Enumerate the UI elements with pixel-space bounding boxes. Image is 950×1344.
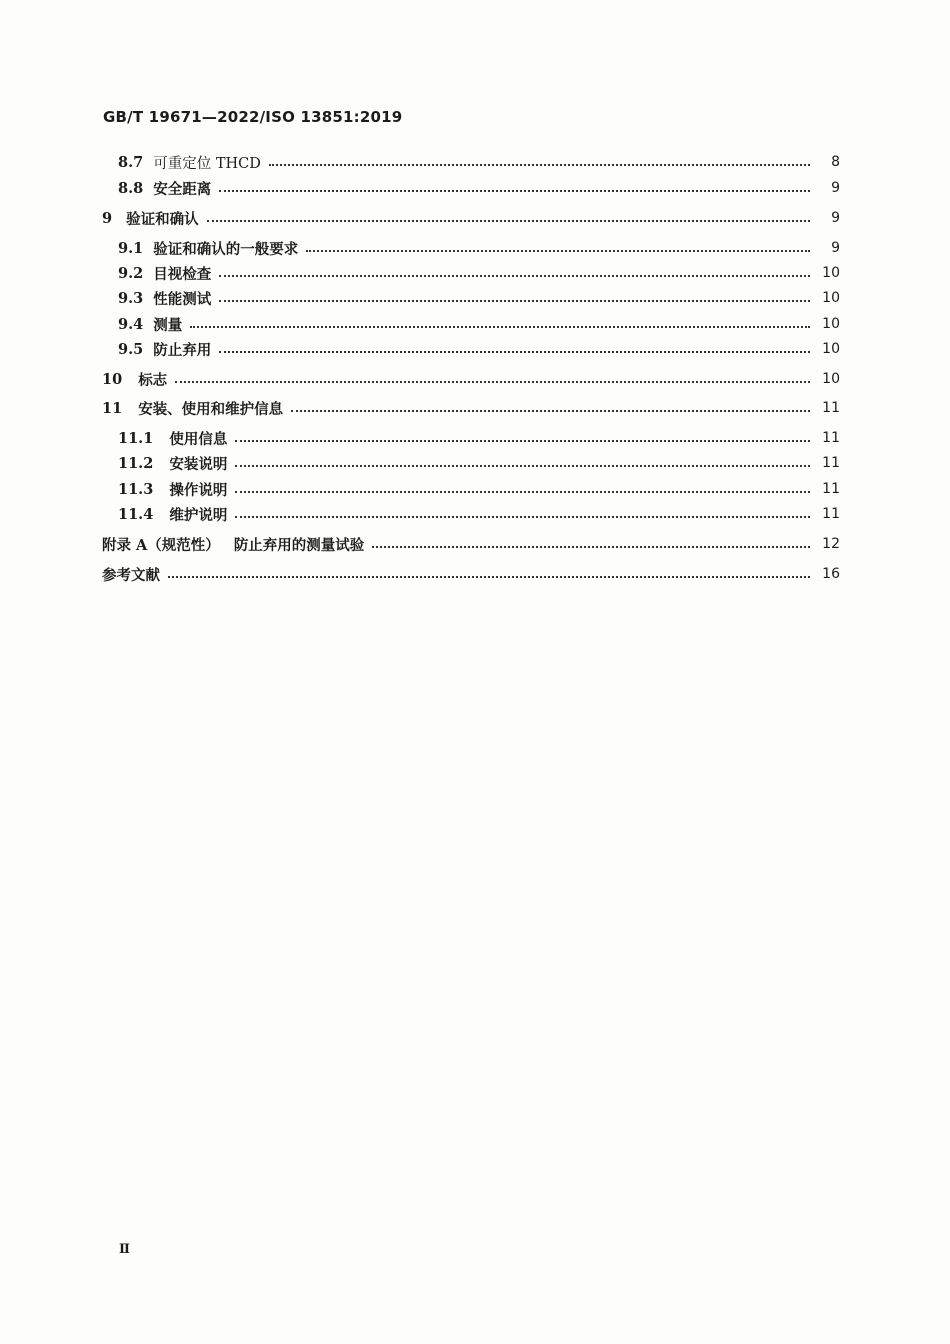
toc-title: 安装说明 bbox=[169, 455, 228, 473]
toc-title: 操作说明 bbox=[169, 481, 228, 499]
toc-title: 防止弃用 bbox=[153, 341, 212, 359]
toc-entry-11-3[interactable] bbox=[0, 478, 950, 500]
toc-number: 10 bbox=[102, 370, 123, 388]
toc-entry-9[interactable] bbox=[0, 207, 950, 229]
toc-number: 9.4 bbox=[118, 315, 144, 333]
toc-page: 12 bbox=[822, 536, 840, 552]
toc-leader bbox=[219, 188, 810, 192]
toc-entry-9-1[interactable] bbox=[0, 237, 950, 259]
toc-title: 参考文献 bbox=[102, 566, 160, 584]
toc-page: 11 bbox=[822, 430, 840, 446]
toc-leader bbox=[306, 248, 810, 252]
toc-leader bbox=[235, 463, 810, 467]
page-number: Ⅱ bbox=[119, 1242, 130, 1257]
toc-entry-11[interactable] bbox=[0, 397, 950, 419]
toc-page: 11 bbox=[822, 400, 840, 416]
toc-leader bbox=[372, 544, 810, 548]
toc-page: 9 bbox=[831, 210, 840, 226]
toc-page: 9 bbox=[831, 240, 840, 256]
toc-entry-11-1[interactable] bbox=[0, 427, 950, 449]
toc-title: 使用信息 bbox=[169, 430, 228, 448]
toc-number: 8.8 bbox=[118, 179, 144, 197]
toc-number: 9.2 bbox=[118, 264, 144, 282]
toc-entry-annex-a[interactable] bbox=[0, 533, 950, 555]
toc-number: 11.4 bbox=[118, 505, 154, 523]
toc-title: 安装、使用和维护信息 bbox=[138, 400, 284, 418]
toc-page: 10 bbox=[822, 371, 840, 387]
toc-title: 性能测试 bbox=[153, 290, 212, 308]
toc-number: 9.3 bbox=[118, 289, 144, 307]
toc-entry-10[interactable] bbox=[0, 368, 950, 390]
toc-number: 11.3 bbox=[118, 480, 154, 498]
toc-entry-11-4[interactable] bbox=[0, 503, 950, 525]
toc-entry-bibliography[interactable] bbox=[0, 563, 950, 585]
toc-title: 维护说明 bbox=[169, 506, 228, 524]
toc-leader bbox=[219, 298, 810, 302]
toc-leader bbox=[291, 408, 810, 412]
toc-page: 16 bbox=[822, 566, 840, 582]
toc-page: 9 bbox=[831, 180, 840, 196]
toc-leader bbox=[219, 273, 810, 277]
toc-leader bbox=[190, 324, 810, 328]
toc-entry-11-2[interactable] bbox=[0, 452, 950, 474]
toc-title: 目视检查 bbox=[153, 265, 212, 283]
toc-page: 8 bbox=[831, 154, 840, 170]
toc-page: 10 bbox=[822, 265, 840, 281]
toc-number: 9.1 bbox=[118, 239, 144, 257]
toc-number: 11 bbox=[102, 399, 123, 417]
toc-entry-9-2[interactable] bbox=[0, 262, 950, 284]
toc-entry-9-5[interactable] bbox=[0, 338, 950, 360]
toc-entry-8-7[interactable] bbox=[0, 151, 950, 173]
toc-leader bbox=[235, 438, 810, 442]
toc-page: 10 bbox=[822, 341, 840, 357]
toc-entry-9-4[interactable] bbox=[0, 313, 950, 335]
toc-title: 标志 bbox=[138, 371, 168, 389]
toc-number: 附录 A（规范性） bbox=[102, 536, 220, 554]
toc-title: 安全距离 bbox=[153, 180, 212, 198]
toc-entry-8-8[interactable] bbox=[0, 177, 950, 199]
toc-leader bbox=[235, 514, 810, 518]
toc-entry-9-3[interactable] bbox=[0, 287, 950, 309]
toc-page: 11 bbox=[822, 506, 840, 522]
toc-number: 8.7 bbox=[118, 153, 144, 171]
toc-number: 11.1 bbox=[118, 429, 154, 447]
toc-page: 10 bbox=[822, 290, 840, 306]
toc-leader bbox=[219, 349, 810, 353]
toc-leader bbox=[235, 489, 810, 493]
toc-leader bbox=[269, 162, 810, 166]
toc-number: 9.5 bbox=[118, 340, 144, 358]
toc-leader bbox=[207, 218, 810, 222]
toc-page: 11 bbox=[822, 455, 840, 471]
toc-leader bbox=[168, 574, 810, 578]
toc-title: 验证和确认 bbox=[126, 210, 199, 228]
toc-leader bbox=[175, 379, 810, 383]
toc-number: 11.2 bbox=[118, 454, 154, 472]
toc-title: 可重定位 THCD bbox=[153, 155, 261, 172]
toc-page: 11 bbox=[822, 481, 840, 497]
toc-page: 10 bbox=[822, 316, 840, 332]
standard-header: GB/T 19671—2022/ISO 13851:2019 bbox=[103, 108, 403, 126]
toc-title: 测量 bbox=[153, 316, 183, 334]
toc-title: 验证和确认的一般要求 bbox=[153, 240, 299, 258]
toc-title: 防止弃用的测量试验 bbox=[233, 536, 365, 554]
toc-number: 9 bbox=[102, 209, 113, 227]
